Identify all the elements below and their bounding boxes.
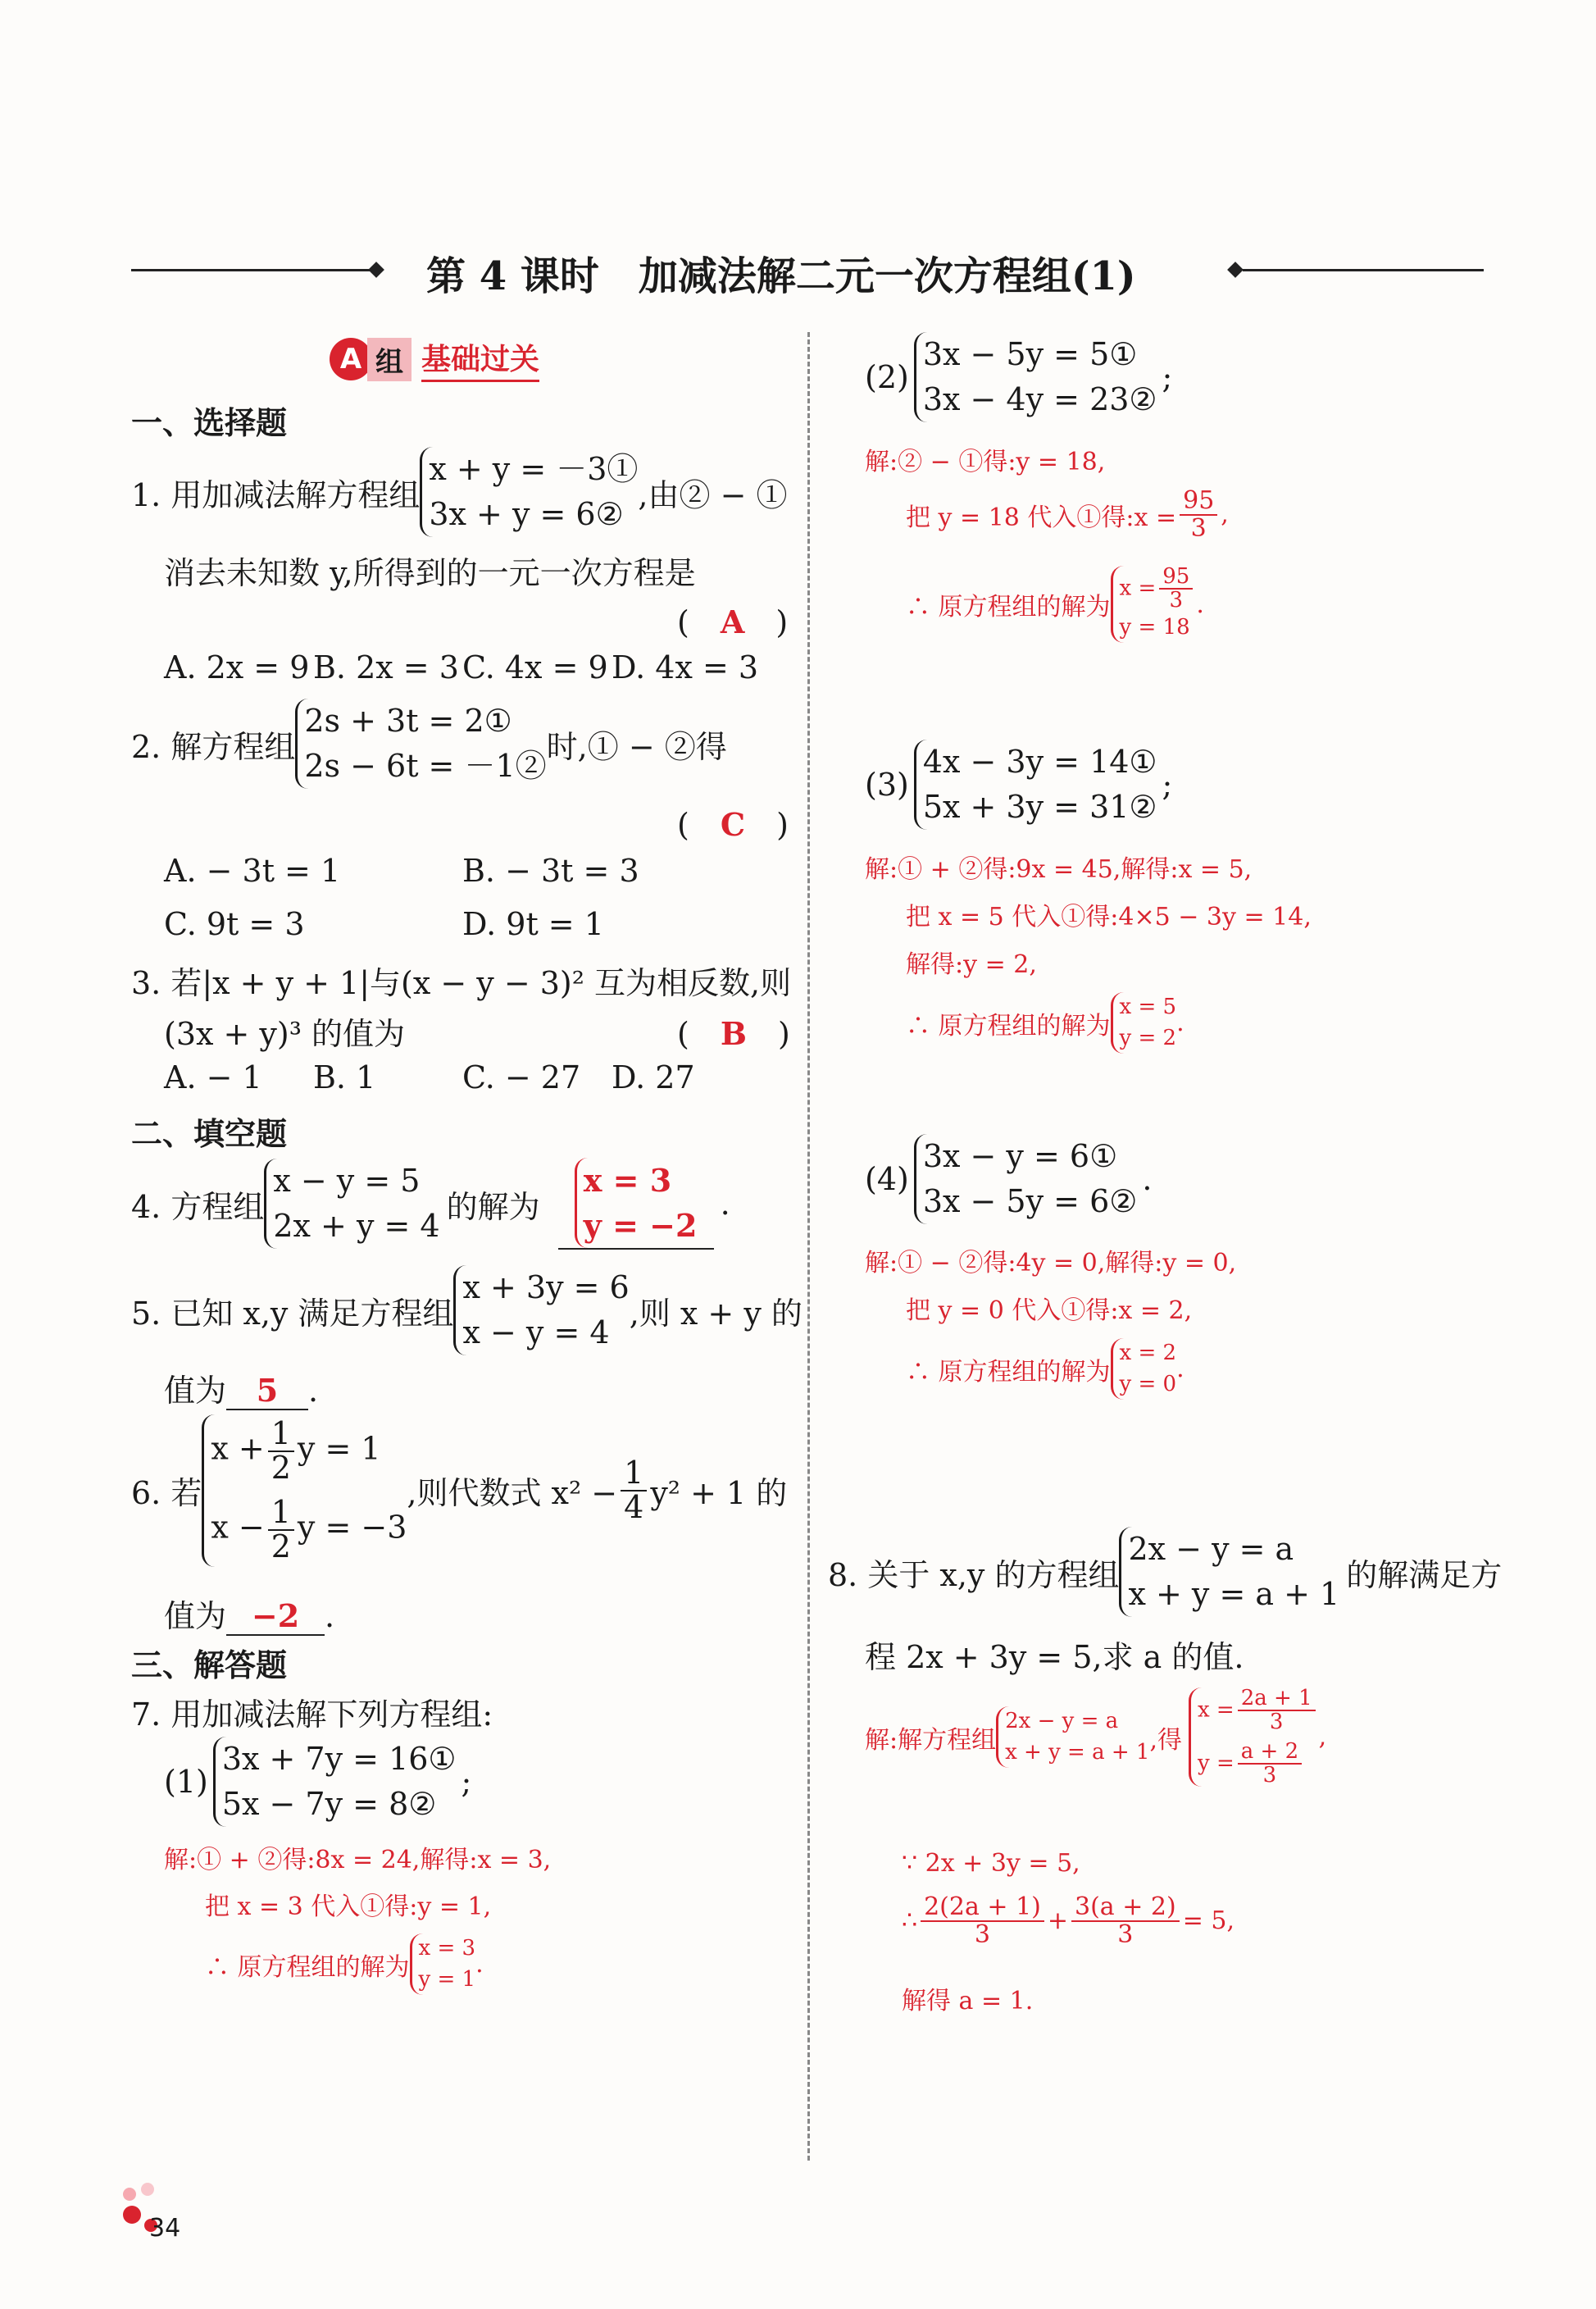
q2-answer: C (720, 806, 746, 843)
q7-1-eq1: 3x + 7y = 16① (221, 1741, 457, 1777)
q2-system (295, 699, 546, 789)
page-number: 34 (149, 2214, 181, 2243)
q5-system (453, 1265, 629, 1355)
q8-sol-r2-num: a + 2 (1238, 1741, 1302, 1765)
q4-mid: 的解为 (446, 1188, 540, 1225)
q7-3-eq2: 5x + 3y = 31② (922, 789, 1157, 826)
q4-ans2: y = −2 (583, 1207, 698, 1245)
q2-eq2: 2s − 6t = －1② (304, 748, 547, 785)
q7-4-result (1111, 1338, 1177, 1400)
q5-line2-text: 值为 (164, 1373, 227, 1409)
q2-eq1: 2s + 3t = 2① (304, 703, 512, 739)
q5-stem (131, 1265, 803, 1355)
q6-eq2-b: y = −3 (297, 1509, 407, 1546)
q1-suffix: ,由② − ① (638, 476, 788, 513)
q7-4-sol3-text: ∴ 原方程组的解为 (906, 1357, 1111, 1387)
q7-2-sol2-frac (1180, 488, 1217, 541)
q3-option-d: D. 27 (612, 1059, 695, 1095)
q4-eq2: 2x + y = 4 (273, 1208, 440, 1245)
q8-prefix: 8. 关于 x,y 的方程组 (828, 1556, 1120, 1593)
q8-sol-result (1189, 1687, 1319, 1787)
q7-4-sol3 (906, 1338, 1184, 1400)
q7-2-stem (865, 332, 1172, 422)
q8-sol3-end: = 5, (1182, 1906, 1235, 1935)
q1-answer: A (720, 603, 745, 640)
q7-2-sol2-num: 95 (1180, 488, 1217, 516)
q7-1-sol1: 解:① + ②得:8x = 24,解得:x = 3, (164, 1846, 552, 1874)
q5-eq2: x − y = 4 (462, 1314, 610, 1351)
q4-answer-blank (558, 1158, 714, 1250)
q7-1-sol3 (205, 1933, 484, 1995)
q8-sol-mid: ,得 (1149, 1725, 1182, 1755)
q8-sol-end: , (1318, 1723, 1327, 1752)
q1-system (420, 447, 638, 537)
q7-2-r1 (1120, 566, 1197, 613)
q1-line2: 消去未知数 y,所得到的一元一次方程是 (164, 555, 696, 591)
q7-2-sol2 (906, 488, 1229, 541)
q7-2-label: (2) (865, 359, 909, 396)
q7-2-sol2-text: 把 y = 18 代入①得:x = (906, 503, 1177, 532)
q1-eq2: 3x + y = 6② (429, 496, 624, 533)
q6-eq2-den: 2 (271, 1528, 291, 1564)
q6-eq1 (211, 1415, 407, 1486)
dot-decoration-1 (123, 2188, 136, 2201)
dot-decoration-3 (123, 2206, 141, 2224)
q1-option-d: D. 4x = 3 (612, 649, 759, 685)
q8-sol-r2-frac (1238, 1738, 1302, 1788)
group-badge-circle: A (330, 338, 372, 380)
q7-1-stem (164, 1737, 471, 1827)
q8-system (1119, 1527, 1339, 1617)
q1-answer-paren: ( A ) (677, 603, 789, 640)
q1-option-b: B. 2x = 3 (313, 649, 459, 685)
q7-3-dot: . (1176, 1009, 1184, 1038)
q6-prefix: 6. 若 (131, 1475, 202, 1512)
q6-frac-den: 4 (624, 1488, 644, 1525)
group-badge (330, 336, 539, 382)
q7-4-eq2: 3x − 5y = 6② (922, 1183, 1138, 1220)
page-title: 第 4 课时 加减法解二元一次方程组(1) (426, 253, 1136, 299)
q7-1-eq2: 5x − 7y = 8② (221, 1786, 437, 1823)
q8-sol-r1-text: x = (1198, 1697, 1235, 1723)
title-rule-left (131, 269, 377, 271)
q7-2-system (914, 332, 1157, 422)
title-rule-right (1243, 269, 1484, 271)
q5-line2 (164, 1365, 318, 1410)
group-badge-label: 基础过关 (421, 336, 539, 382)
q8-sol-prefix: 解:解方程组 (865, 1725, 997, 1755)
q8-eq2: x + y = a + 1 (1128, 1576, 1340, 1613)
q6-tail: y² + 1 的 (650, 1475, 788, 1512)
group-badge-group: 组 (367, 338, 412, 381)
q7-3-sol4-text: ∴ 原方程组的解为 (906, 1011, 1111, 1041)
q7-1-sol2: 把 x = 3 代入①得:y = 1, (205, 1892, 492, 1921)
q5-answer: 5 (226, 1372, 308, 1410)
q8-sol-r1-num: 2a + 1 (1238, 1687, 1316, 1711)
q7-4-eq1: 3x − y = 6① (922, 1138, 1118, 1174)
q6-eq1-b: y = 1 (297, 1430, 381, 1467)
q6-system (202, 1414, 407, 1567)
q4-system (264, 1159, 439, 1249)
q7-2-r1-num: 95 (1159, 566, 1193, 590)
q6-frac (621, 1454, 647, 1525)
q8-sol3 (902, 1894, 1235, 1947)
q3-option-c: C. − 27 (462, 1059, 581, 1095)
q7-3-r2: y = 2 (1119, 1025, 1177, 1050)
q8-sol3-num1: 2(2a + 1) (921, 1894, 1044, 1922)
q7-3-end: ; (1162, 767, 1173, 804)
q7-3-sol3: 解得:y = 2, (906, 950, 1037, 979)
q6-eq2-num: 1 (268, 1496, 294, 1531)
q8-sol-r1-den: 3 (1269, 1710, 1284, 1735)
q7-4-r2: y = 0 (1119, 1371, 1177, 1396)
q8-sol-r2 (1198, 1738, 1319, 1788)
q8-sol-r2-text: y = (1198, 1750, 1235, 1775)
q6-eq2-frac (268, 1493, 294, 1564)
q2-option-d: D. 9t = 1 (462, 906, 604, 942)
q7-2-sol2-end: , (1221, 500, 1229, 529)
q8-stem (828, 1527, 1502, 1617)
q6-eq1-frac (268, 1415, 294, 1486)
q6-end: . (325, 1598, 335, 1634)
q4-stem (131, 1158, 730, 1250)
q6-stem (131, 1414, 787, 1567)
q4-end: . (720, 1186, 730, 1223)
q8-sol3-den1: 3 (974, 1920, 991, 1949)
q6-eq1-a: x + (211, 1430, 265, 1467)
q8-sol3-frac1 (921, 1894, 1044, 1947)
title-diamond-left (368, 262, 384, 278)
q7-3-stem (865, 740, 1172, 830)
section-fill: 二、填空题 (131, 1116, 288, 1152)
q6-eq2 (211, 1493, 407, 1564)
q7-4-stem (865, 1134, 1152, 1224)
q3-option-a: A. − 1 (164, 1059, 262, 1095)
q7-2-sol3 (906, 566, 1204, 643)
q7-4-sol1: 解:① − ②得:4y = 0,解得:y = 0, (865, 1249, 1237, 1277)
dot-decoration-2 (141, 2183, 154, 2196)
q8-sol3-num2: 3(a + 2) (1071, 1894, 1180, 1922)
section-answer: 三、解答题 (131, 1647, 288, 1683)
q7-3-sol2: 把 x = 5 代入①得:4×5 − 3y = 14, (906, 903, 1312, 931)
q8-sol3-plus: + (1047, 1906, 1068, 1935)
title-diamond-right (1227, 262, 1244, 278)
q5-prefix: 5. 已知 x,y 满足方程组 (131, 1295, 454, 1332)
q1-option-c: C. 4x = 9 (462, 649, 608, 685)
q7-1-r1: x = 3 (418, 1936, 476, 1961)
q8-sol4: 解得 a = 1. (902, 1987, 1034, 2015)
q3-option-b: B. 1 (313, 1059, 376, 1095)
q8-sol2: ∵ 2x + 3y = 5, (902, 1849, 1080, 1878)
q7-1-dot: . (475, 1950, 484, 1979)
q1-stem (131, 447, 788, 537)
q7-3-r1: x = 5 (1119, 995, 1177, 1019)
q5-suffix: ,则 x + y 的 (629, 1295, 803, 1332)
q6-answer: −2 (226, 1597, 325, 1636)
q7-2-end: ; (1162, 359, 1173, 396)
q8-sol-eq2: x + y = a + 1 (1005, 1739, 1150, 1765)
column-divider (807, 332, 810, 2161)
q1-option-a: A. 2x = 9 (164, 649, 310, 685)
q8-sol3-pre: ∴ (902, 1906, 918, 1935)
q2-answer-paren: ( C ) (677, 806, 789, 843)
q3-line1: 3. 若|x + y + 1|与(x − y − 3)² 互为相反数,则 (131, 965, 792, 1001)
q6-eq1-num: 1 (268, 1418, 294, 1452)
q7-1-r2: y = 1 (418, 1966, 476, 1992)
q7-2-r1-text: x = (1119, 576, 1157, 601)
q7-2-eq1: 3x − 5y = 5① (922, 336, 1138, 372)
q1-eq1: x + y = －3① (429, 451, 639, 487)
q7-1-sol3-text: ∴ 原方程组的解为 (205, 1952, 410, 1982)
q8-line2: 程 2x + 3y = 5,求 a 的值. (865, 1639, 1244, 1675)
q1-prefix: 1. 用加减法解方程组 (131, 476, 421, 513)
q2-stem (131, 699, 727, 789)
q7-4-label: (4) (865, 1161, 909, 1198)
q8-eq1: 2x − y = a (1128, 1531, 1294, 1567)
q7-2-r1-frac (1159, 566, 1193, 613)
q7-3-eq1: 4x − 3y = 14① (922, 744, 1157, 780)
q7-2-eq2: 3x − 4y = 23② (922, 381, 1157, 418)
q3-line2: (3x + y)³ 的值为 (164, 1016, 406, 1052)
q2-option-b: B. − 3t = 3 (462, 853, 639, 889)
q7-1-label: (1) (164, 1764, 208, 1801)
q3-answer-paren: ( B ) (677, 1015, 790, 1052)
q5-end: . (308, 1373, 319, 1409)
q4-answer-system (575, 1158, 698, 1248)
q4-ans1: x = 3 (583, 1162, 672, 1199)
q7-2-sol2-den: 3 (1190, 513, 1207, 543)
q4-eq1: x − y = 5 (273, 1163, 421, 1199)
q7-1-end: ; (461, 1764, 472, 1801)
q8-sol1 (865, 1687, 1326, 1787)
q7-2-sol3-text: ∴ 原方程组的解为 (906, 593, 1111, 622)
q6-eq2-a: x − (211, 1509, 265, 1546)
q7-4-dot: . (1176, 1355, 1184, 1384)
q7-1-result (410, 1933, 476, 1995)
q6-eq1-den: 2 (271, 1449, 291, 1486)
q3-answer: B (720, 1015, 747, 1052)
q6-mid: ,则代数式 x² − (407, 1475, 618, 1512)
q7-2-result (1111, 566, 1197, 643)
q8-sol-r1-frac (1238, 1687, 1316, 1734)
q7-2-r1-den: 3 (1169, 588, 1184, 613)
q7-3-sol1: 解:① + ②得:9x = 45,解得:x = 5, (865, 855, 1253, 884)
q7-3-label: (3) (865, 767, 909, 804)
q2-suffix: 时,① − ②得 (546, 728, 727, 765)
q2-option-c: C. 9t = 3 (164, 906, 305, 942)
q7-4-end: . (1142, 1161, 1153, 1198)
q8-sol-eq1: 2x − y = a (1005, 1708, 1119, 1733)
q8-sol-r2-den: 3 (1262, 1762, 1277, 1788)
q8-sol-system (996, 1706, 1149, 1768)
q7-3-result (1111, 992, 1177, 1054)
q7-4-system (914, 1134, 1138, 1224)
q2-prefix: 2. 解方程组 (131, 728, 296, 765)
q4-prefix: 4. 方程组 (131, 1188, 265, 1225)
q8-sol-r1 (1198, 1687, 1319, 1734)
q5-eq1: x + 3y = 6 (462, 1269, 630, 1305)
q7-3-system (914, 740, 1157, 830)
q7-2-sol1: 解:② − ①得:y = 18, (865, 448, 1106, 476)
q7-4-sol2: 把 y = 0 代入①得:x = 2, (906, 1296, 1193, 1325)
q7-prompt: 7. 用加减法解下列方程组: (131, 1696, 493, 1733)
q6-frac-num: 1 (621, 1457, 647, 1492)
q2-option-a: A. − 3t = 1 (164, 853, 341, 889)
q8-suffix: 的解满足方 (1346, 1556, 1503, 1593)
q7-4-r1: x = 2 (1119, 1341, 1177, 1365)
q6-line2 (164, 1591, 334, 1636)
q8-sol3-den2: 3 (1117, 1920, 1134, 1949)
section-choice: 一、选择题 (131, 405, 288, 441)
q7-1-system (213, 1737, 457, 1827)
q7-2-r2: y = 18 (1119, 614, 1190, 640)
q6-line2-text: 值为 (164, 1598, 227, 1634)
q8-sol3-frac2 (1071, 1894, 1180, 1947)
q7-2-dot: . (1196, 590, 1204, 619)
q7-3-sol4 (906, 992, 1184, 1054)
